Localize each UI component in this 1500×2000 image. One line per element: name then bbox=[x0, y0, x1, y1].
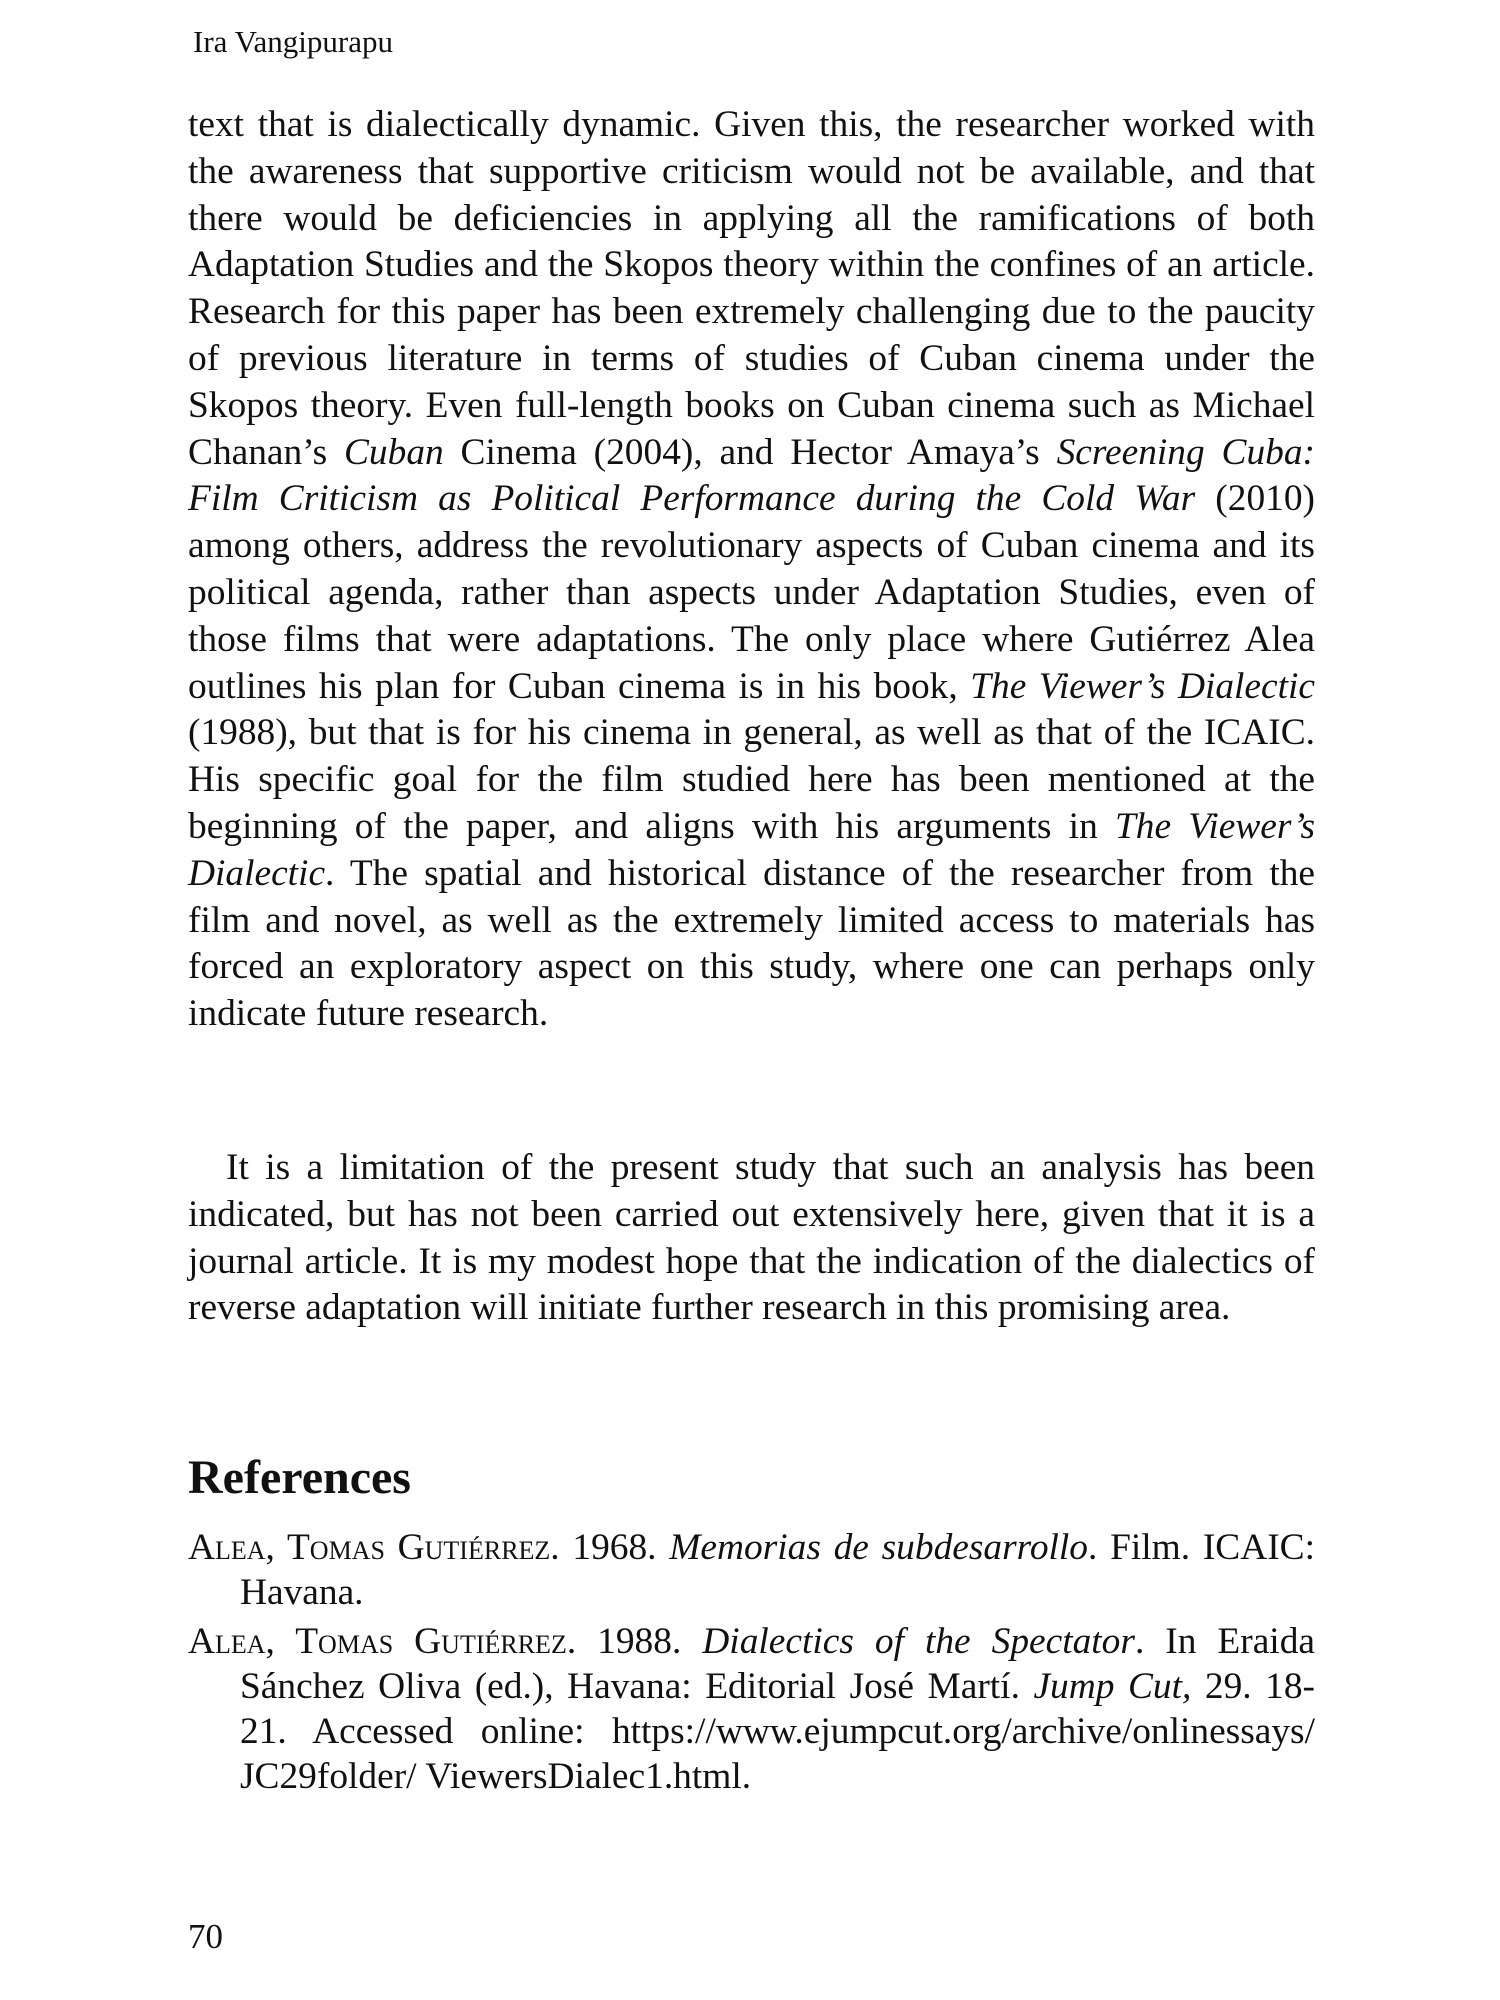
paragraph-text: Cinema (2004), and Hector Amaya’s bbox=[443, 431, 1057, 473]
running-head: Ira Vangipurapu bbox=[193, 24, 394, 59]
reference-year: 1988. bbox=[576, 1621, 703, 1662]
reference-journal: Jump Cut, bbox=[1033, 1666, 1192, 1707]
reference-details: 29. 18-21. Accessed online: https://www.ejumpcut.org/archive/onlinessays/ JC29folder/ ViewersDialec1.html. bbox=[240, 1666, 1315, 1797]
body-paragraph-1 bbox=[188, 102, 1315, 1038]
reference-author: Alea, Tomas Gutiérrez. bbox=[188, 1527, 560, 1568]
italic-title: Screening Cuba: Film Criticism as Political Performance during the Cold War bbox=[188, 431, 1315, 520]
italic-title: The Viewer’s Dialectic bbox=[970, 665, 1315, 707]
page-number: 70 bbox=[188, 1917, 223, 1956]
reference-details: . In Eraida Sánchez Oliva (ed.), Havana: Editorial José Martí. bbox=[240, 1621, 1315, 1707]
body-paragraph-2 bbox=[188, 1145, 1315, 1332]
reference-title: Memorias de subdesarrollo bbox=[669, 1527, 1088, 1568]
reference-entry-1 bbox=[188, 1525, 1315, 1615]
paragraph-text: It is a limitation of the present study that such an analysis has been indicated, but has not been carried out extensively here, given that it is a journal article. It is my modest hope that the indication of the dialectics of reverse adaptation will initiate further research in this promising area. bbox=[188, 1147, 1315, 1329]
references-heading: References bbox=[188, 1451, 411, 1504]
reference-details: . Film. ICAIC: Havana. bbox=[240, 1527, 1315, 1613]
paragraph-text: text that is dialectically dynamic. Given this, the researcher worked with the awareness that supportive criticism would not be available, and that there would be deficiencies in applying all the ramifications of both Adaptation Studies and the Skopos theory within the confines of an article. Research for this paper has been extremely challenging due to the paucity of previous literature in terms of studies of Cuban cinema under the Skopos theory. Even full-length books on Cuban cinema such as Michael Chanan’s bbox=[188, 104, 1315, 473]
paragraph-text: (1988), but that is for his cinema in general, as well as that of the ICAIC. His specific goal for the film studied here has been mentioned at the beginning of the paper, and aligns with his arguments in bbox=[188, 712, 1315, 847]
reference-author: Alea, Tomas Gutiérrez. bbox=[188, 1621, 577, 1662]
paragraph-text: . The spatial and historical distance of the researcher from the film and novel, as well as the extremely limited access to materials has forced an exploratory aspect on this study, where one can perhaps only indicate future research. bbox=[188, 852, 1315, 1035]
reference-title: Dialectics of the Spectator bbox=[702, 1621, 1135, 1662]
italic-title: Cuban bbox=[343, 431, 444, 473]
reference-year: 1968. bbox=[559, 1527, 670, 1568]
reference-entry-2 bbox=[188, 1619, 1315, 1799]
reference-list bbox=[188, 1525, 1315, 1799]
italic-title: The Viewer’s Dialectic bbox=[188, 805, 1315, 894]
paragraph-text: (2010) among others, address the revolutionary aspects of Cuban cinema and its political agenda, rather than aspects under Adaptation Studies, even of those films that were adaptations. The only place where Gutiérrez Alea outlines his plan for Cuban cinema is in his book, bbox=[188, 478, 1315, 707]
